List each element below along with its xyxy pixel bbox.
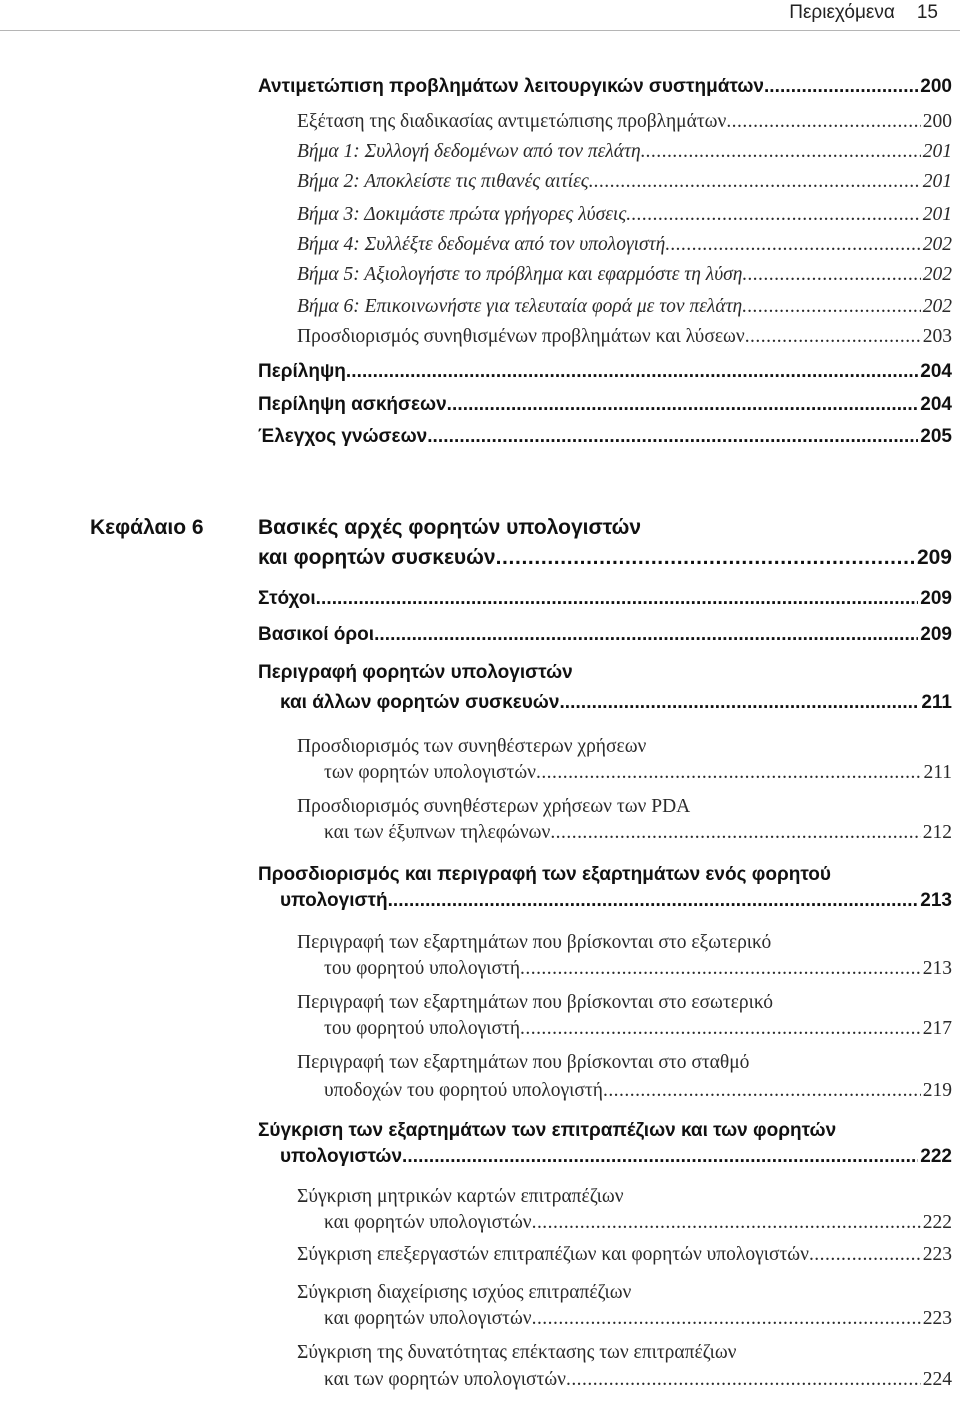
toc-entry[interactable]	[324, 1018, 952, 1048]
toc-entry-page: 223	[922, 1244, 952, 1265]
toc-entry[interactable]	[297, 264, 952, 294]
toc-entry-page: 201	[922, 204, 952, 225]
toc-entry[interactable]	[297, 1244, 952, 1274]
toc-entry-page: 209	[920, 624, 952, 645]
toc-entry[interactable]	[297, 111, 952, 141]
dot-leader	[589, 171, 921, 193]
toc-entry-title: του φορητού υπολογιστή	[324, 958, 521, 979]
dot-leader	[536, 762, 921, 784]
toc-entry-page: 201	[922, 141, 952, 162]
toc-entry-page: 223	[922, 1308, 952, 1329]
toc-entry-title: Προσδιορισμός συνηθισμένων προβλημάτων και λύσεων	[297, 326, 745, 347]
toc-entry-title: Βήμα 5: Αξιολογήστε το πρόβλημα και εφαρμόστε τη λύση	[297, 264, 743, 285]
toc-entry-page: 211	[921, 692, 952, 713]
dot-leader	[742, 296, 921, 318]
toc-entry-title-line1: Σύγκριση μητρικών καρτών επιτραπέζιων	[297, 1186, 624, 1207]
toc-entry-title: και των φορητών υπολογιστών	[324, 1369, 566, 1390]
toc-entry-page: 203	[922, 326, 952, 347]
dot-leader	[374, 624, 918, 646]
toc-entry-title: και φορητών υπολογιστών	[324, 1212, 532, 1233]
toc-entry-title: Έλεγχος γνώσεων	[258, 426, 428, 447]
toc-entry[interactable]	[280, 890, 952, 920]
toc-entry-page: 201	[922, 171, 952, 192]
toc-entry-page: 204	[920, 394, 952, 415]
toc-entry[interactable]	[258, 588, 952, 618]
toc-entry-title: Στόχοι	[258, 588, 316, 609]
toc-entry-title-line1: Προσδιορισμός συνηθέστερων χρήσεων των PDA	[297, 796, 691, 817]
toc-entry-title: και φορητών υπολογιστών	[324, 1308, 532, 1329]
toc-entry-page: 209	[920, 588, 952, 609]
toc-entry-title: υπολογιστή	[280, 890, 388, 911]
dot-leader	[603, 1080, 921, 1102]
toc-entry-page: 204	[920, 361, 952, 382]
toc-entry-title-line1: Σύγκριση της δυνατότητας επέκτασης των επιτραπέζιων	[297, 1342, 737, 1363]
dot-leader	[626, 204, 921, 226]
toc-entry-page: 202	[922, 296, 952, 317]
dot-leader	[665, 234, 920, 256]
toc-entry[interactable]	[297, 296, 952, 326]
toc-entry-title: και άλλων φορητών συσκευών	[280, 692, 560, 713]
toc-entry[interactable]	[324, 1308, 952, 1338]
toc-entry[interactable]	[258, 426, 952, 456]
toc-entry[interactable]	[258, 76, 952, 106]
toc-entry[interactable]	[297, 204, 952, 234]
toc-entry-title-line1: Περιγραφή των εξαρτημάτων που βρίσκονται στο εσωτερικό	[297, 992, 774, 1013]
dot-leader	[745, 326, 921, 348]
toc-entry-title-line1: Περιγραφή των εξαρτημάτων που βρίσκονται στο σταθμό	[297, 1052, 750, 1073]
toc-entry-title: Βασικοί όροι	[258, 624, 375, 645]
toc-entry-page: 200	[922, 111, 952, 132]
dot-leader	[402, 1146, 918, 1168]
toc-entry-title: και των έξυπνων τηλεφώνων	[324, 822, 551, 843]
dot-leader	[520, 958, 921, 980]
toc-entry-page: 212	[922, 822, 952, 843]
dot-leader	[550, 822, 920, 844]
toc-entry-page: 200	[920, 76, 952, 97]
toc-entry-title: του φορητού υπολογιστή	[324, 1018, 521, 1039]
header-section-title: Περιεχόμενα	[789, 2, 895, 23]
toc-entry-page: 219	[922, 1080, 952, 1101]
toc-entry-page: 213	[922, 958, 952, 979]
toc-entry-title-line1: Προσδιορισμός των συνηθέστερων χρήσεων	[297, 736, 647, 757]
dot-leader	[532, 1308, 921, 1330]
toc-entry-page: 217	[922, 1018, 952, 1039]
toc-entry-page: 222	[920, 1146, 952, 1167]
toc-entry[interactable]	[297, 234, 952, 264]
toc-entry-page: 224	[922, 1369, 952, 1390]
toc-entry[interactable]	[324, 1212, 952, 1242]
toc-entry[interactable]	[297, 326, 952, 356]
chapter-title-line2: και φορητών συσκευών	[258, 546, 496, 569]
dot-leader	[447, 394, 919, 416]
toc-entry-title: Σύγκριση επεξεργαστών επιτραπέζιων και φορητών υπολογιστών	[297, 1244, 809, 1265]
toc-entry-title-line1: Σύγκριση διαχείρισης ισχύος επιτραπέζιων	[297, 1282, 632, 1303]
dot-leader	[641, 141, 921, 163]
dot-leader	[316, 588, 919, 610]
dot-leader	[427, 426, 918, 448]
toc-entry[interactable]	[324, 1080, 952, 1110]
toc-entry-title: Βήμα 3: Δοκιμάστε πρώτα γρήγορες λύσεις	[297, 204, 627, 225]
toc-entry-page: 213	[920, 890, 952, 911]
toc-entry-title: Αντιμετώπιση προβλημάτων λειτουργικών συστημάτων	[258, 76, 764, 97]
dot-leader	[726, 111, 920, 133]
toc-entry-title: Εξέταση της διαδικασίας αντιμετώπισης προβλημάτων	[297, 111, 727, 132]
toc-entry[interactable]	[324, 958, 952, 988]
chapter-label: Κεφάλαιο 6	[90, 516, 204, 539]
toc-entry-page: 202	[922, 264, 952, 285]
toc-entry[interactable]	[324, 822, 952, 852]
chapter-title-line1: Βασικές αρχές φορητών υπολογιστών	[258, 516, 642, 539]
running-header	[0, 0, 960, 31]
toc-entry-chapter-title[interactable]	[258, 546, 952, 576]
toc-entry-title: των φορητών υπολογιστών	[324, 762, 536, 783]
toc-entry[interactable]	[324, 1369, 952, 1399]
toc-entry-title: υποδοχών του φορητού υπολογιστή	[324, 1080, 603, 1101]
toc-entry-page: 211	[923, 762, 952, 783]
toc-entry-page: 222	[922, 1212, 952, 1233]
toc-entry-title: Βήμα 2: Αποκλείστε τις πιθανές αιτίες	[297, 171, 589, 192]
toc-entry-title: υπολογιστών	[280, 1146, 403, 1167]
dot-leader	[559, 692, 919, 714]
dot-leader	[809, 1244, 921, 1266]
toc-entry-title-line1: Περιγραφή φορητών υπολογιστών	[258, 662, 573, 683]
toc-entry[interactable]	[280, 1146, 952, 1176]
dot-leader	[532, 1212, 921, 1234]
toc-entry[interactable]	[258, 624, 952, 654]
dot-leader	[742, 264, 920, 286]
toc-entry[interactable]	[258, 361, 952, 391]
dot-leader	[764, 76, 918, 98]
toc-entry-page: 202	[922, 234, 952, 255]
toc-entry-title: Βήμα 6: Επικοινωνήστε για τελευταία φορά με τον πελάτη	[297, 296, 743, 317]
header-page-number: 15	[916, 2, 938, 23]
toc-entry[interactable]	[297, 141, 952, 171]
dot-leader	[520, 1018, 921, 1040]
toc-entry[interactable]	[258, 394, 952, 424]
toc-entry-title-line1: Σύγκριση των εξαρτημάτων των επιτραπέζιων και των φορητών	[258, 1120, 837, 1141]
dot-leader	[346, 361, 918, 383]
toc-entry-title: Βήμα 1: Συλλογή δεδομένων από τον πελάτη	[297, 141, 641, 162]
toc-entry-title-line1: Περιγραφή των εξαρτημάτων που βρίσκονται στο εξωτερικό	[297, 932, 772, 953]
toc-entry-title: Περίληψη ασκήσεων	[258, 394, 447, 415]
toc-entry[interactable]	[280, 692, 952, 722]
dot-leader	[566, 1369, 921, 1391]
toc-entry-title: Βήμα 4: Συλλέξτε δεδομένα από τον υπολογιστή	[297, 234, 666, 255]
toc-entry-title-line1: Προσδιορισμός και περιγραφή των εξαρτημάτων ενός φορητού	[258, 864, 831, 885]
toc-entry[interactable]	[297, 171, 952, 201]
dot-leader	[388, 890, 919, 912]
dot-leader	[496, 546, 915, 570]
chapter-page-number: 209	[916, 546, 952, 569]
toc-entry[interactable]	[324, 762, 952, 792]
toc-entry-page: 205	[920, 426, 952, 447]
toc-entry-title: Περίληψη	[258, 361, 346, 382]
